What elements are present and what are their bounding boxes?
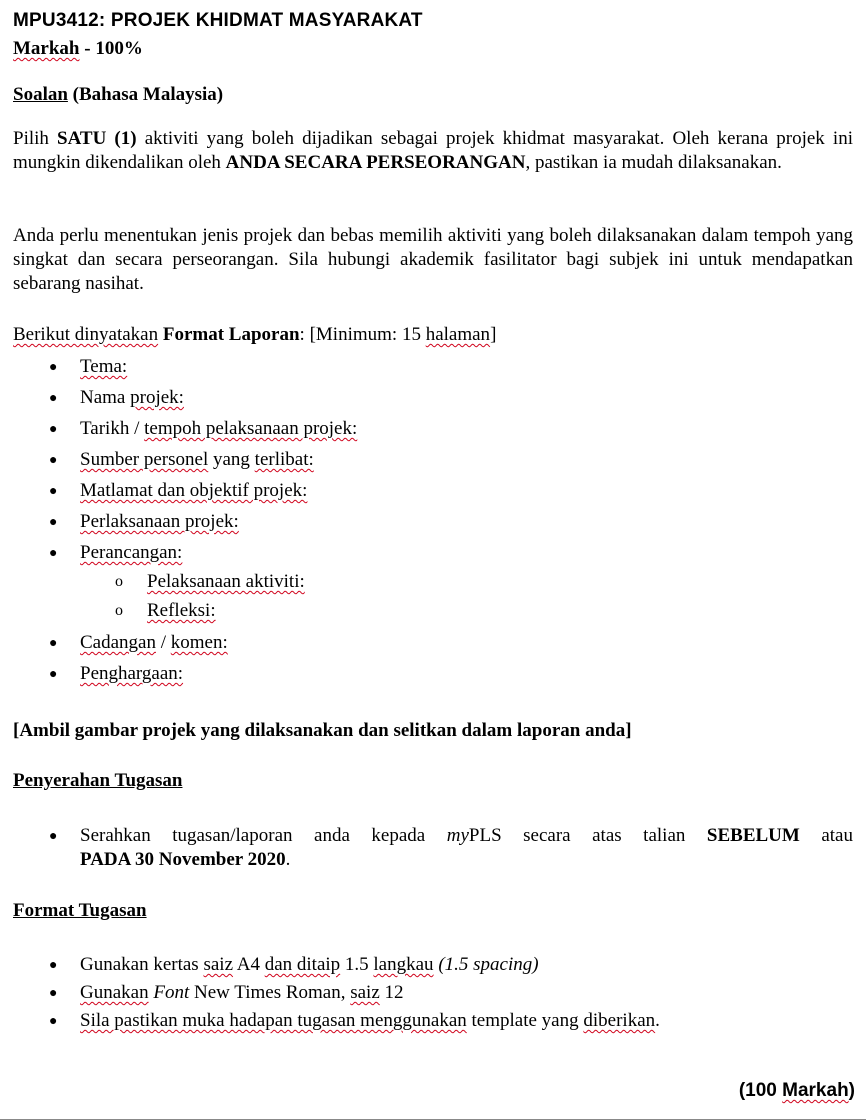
footer-close: )	[848, 1080, 855, 1101]
list-item	[80, 632, 228, 654]
question-heading-rest: (Bahasa Malaysia)	[67, 84, 224, 105]
bullet-icon: ●	[49, 829, 58, 844]
sub-list-item	[147, 600, 216, 622]
question-paragraph-2: Anda perlu menentukan jenis projek dan bebas memilih aktiviti yang boleh dilaksanakan dalam tempoh yang singkat dan secara perseorangan. Sila hubungi akademik fasilitator bagi subjek ini untuk mendapatkan sebarang nasihat.	[13, 225, 853, 294]
fmt3-a: Sila pastikan muka hadapan tugasan menggunakan	[80, 1010, 467, 1031]
item-matlamat: Matlamat dan objektif projek:	[80, 480, 308, 501]
item-tarikh: Tarikh /	[80, 418, 145, 439]
submission-line-1	[80, 825, 853, 847]
fmt3-d: .	[655, 1010, 660, 1031]
list-item	[80, 387, 184, 409]
assignment-format-heading: Format Tugasan	[13, 900, 147, 921]
question-heading-word: Soalan	[13, 84, 68, 105]
submission-text-c: atau	[799, 825, 853, 846]
photo-note: [Ambil gambar projek yang dilaksanakan dan selitkan dalam laporan anda]	[13, 720, 632, 741]
bullet-icon: ●	[49, 391, 58, 406]
para1-text-1: Pilih	[13, 128, 58, 149]
para1-text-2: aktiviti yang boleh dijadikan sebagai projek khidmat masyarakat. Oleh kerana projek ini mungkin dikendalikan oleh	[13, 128, 853, 173]
fmt1-c: A4	[233, 954, 265, 975]
submission-text-b: PLS secara atas talian	[468, 825, 707, 846]
submission-bold: SEBELUM	[706, 825, 800, 846]
bullet-icon: ●	[49, 546, 58, 561]
submission-italic: my	[446, 825, 469, 846]
sub-item-pelaksanaan: Pelaksanaan aktiviti:	[147, 571, 305, 592]
bullet-icon: ●	[49, 360, 58, 375]
submission-line-2	[80, 849, 290, 871]
total-marks-footer	[739, 1080, 855, 1102]
fmt2-e: 12	[379, 982, 404, 1003]
item-nama: Nama	[80, 387, 131, 408]
bullet-icon: ●	[49, 636, 58, 651]
bullet-icon: ●	[49, 484, 58, 499]
item-cadangan: Cadangan	[80, 632, 156, 653]
report-minimum-word: halaman	[425, 324, 491, 345]
list-item	[80, 418, 357, 440]
list-item	[80, 356, 127, 378]
bullet-icon: ●	[49, 515, 58, 530]
fmt2-b: Font	[148, 982, 190, 1003]
report-format-intro	[13, 324, 496, 346]
footer-word: Markah	[782, 1080, 849, 1101]
fmt2-d: saiz	[350, 982, 380, 1003]
item-tema: Tema:	[80, 356, 128, 377]
report-minimum: [Minimum: 15	[304, 324, 426, 345]
format-item-font	[80, 982, 404, 1004]
question-paragraph-1	[13, 127, 853, 175]
para1-bold-2: ANDA SECARA PERSEORANGAN	[225, 152, 526, 173]
fmt3-b: template yang	[466, 1010, 584, 1031]
submission-heading: Penyerahan Tugasan	[13, 770, 183, 791]
item-komen: komen:	[170, 632, 228, 653]
list-item	[80, 511, 239, 533]
report-format-intro-text: Berikut dinyatakan	[13, 324, 159, 345]
list-item	[80, 449, 314, 471]
item-slash: /	[155, 632, 171, 653]
bullet-icon: ●	[49, 422, 58, 437]
item-yang: yang	[208, 449, 255, 470]
fmt3-c: diberikan	[583, 1010, 656, 1031]
sub-item-refleksi: Refleksi:	[147, 600, 216, 621]
fmt2-a: Gunakan	[80, 982, 149, 1003]
bullet-icon: ●	[49, 958, 58, 973]
fmt1-b: saiz	[203, 954, 234, 975]
course-title: MPU3412: PROJEK KHIDMAT MASYARAKAT	[13, 10, 423, 31]
format-item-template	[80, 1010, 660, 1032]
format-item-paper	[80, 954, 539, 976]
marks-value: - 100%	[79, 38, 143, 59]
submission-deadline: PADA 30 November 2020	[80, 849, 286, 870]
sub-bullet-icon: o	[115, 602, 123, 619]
bullet-icon: ●	[49, 667, 58, 682]
report-format-bold: Format Laporan	[158, 324, 300, 345]
fmt1-f: langkau	[373, 954, 434, 975]
para1-bold-1: SATU (1)	[57, 128, 137, 149]
list-item	[80, 542, 182, 564]
item-projek: projek:	[130, 387, 184, 408]
bullet-icon: ●	[49, 1014, 58, 1029]
bullet-icon: ●	[49, 453, 58, 468]
item-sumber: Sumber personel	[80, 449, 209, 470]
fmt1-a: Gunakan kertas	[80, 954, 204, 975]
item-tempoh: tempoh pelaksanaan projek:	[144, 418, 358, 439]
sub-list-item	[147, 571, 305, 593]
submission-period: .	[285, 849, 291, 870]
submission-text-a: Serahkan tugasan/laporan anda kepada	[80, 825, 447, 846]
item-perancangan: Perancangan:	[80, 542, 183, 563]
fmt1-d: dan ditaip	[264, 954, 341, 975]
bullet-icon: ●	[49, 986, 58, 1001]
item-terlibat: terlibat:	[254, 449, 314, 470]
total-marks-line	[13, 38, 143, 60]
list-item	[80, 663, 183, 685]
item-perlaksanaan: Perlaksanaan projek:	[80, 511, 239, 532]
footer-open: (100	[738, 1080, 783, 1101]
list-item	[80, 480, 307, 502]
fmt1-g: (1.5 spacing)	[433, 954, 539, 975]
question-heading	[13, 84, 223, 106]
marks-word: Markah	[13, 38, 80, 59]
report-format-colon: :	[299, 324, 305, 345]
report-minimum-end: ]	[490, 324, 497, 345]
sub-bullet-icon: o	[115, 573, 123, 590]
para1-text-3: , pastikan ia mudah dilaksanakan.	[525, 152, 782, 173]
fmt1-e: 1.5	[340, 954, 374, 975]
item-penghargaan: Penghargaan:	[80, 663, 184, 684]
fmt2-c: New Times Roman,	[189, 982, 351, 1003]
